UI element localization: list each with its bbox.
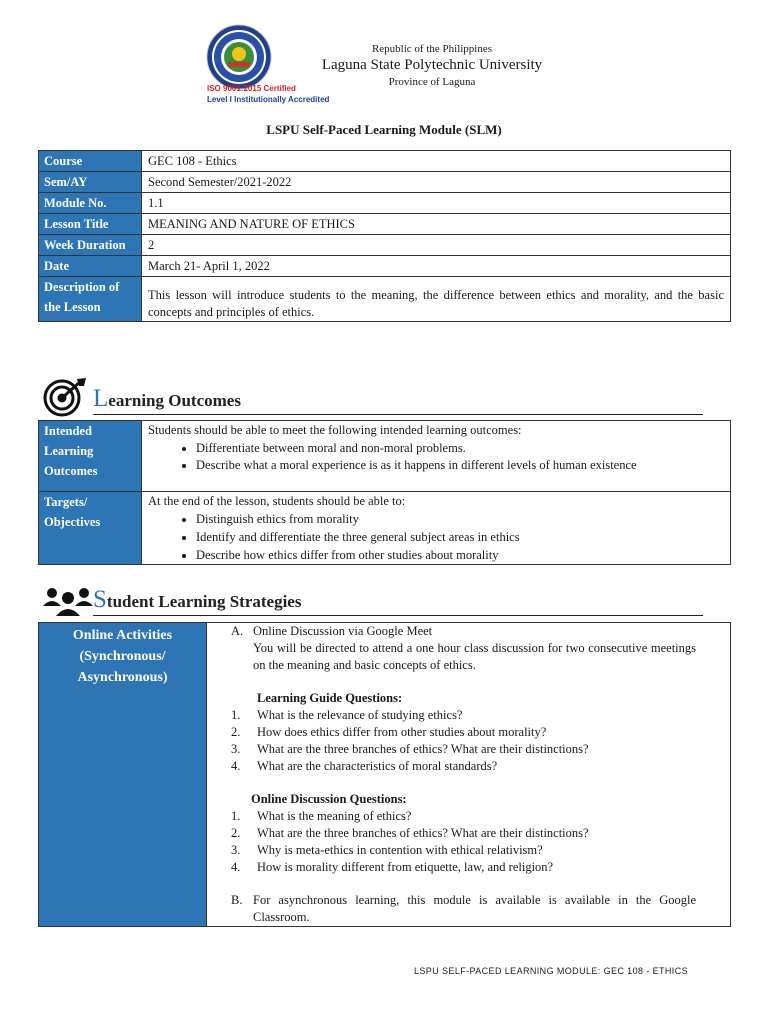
guide-questions-list	[231, 707, 696, 775]
list-item: 3. Why is meta-ethics in contention with ethical relativism?	[231, 843, 543, 857]
target-icon	[42, 377, 88, 417]
table-row	[39, 492, 731, 565]
title-initial: L	[93, 385, 109, 412]
table-row	[39, 256, 731, 277]
course-info-table	[38, 150, 731, 322]
section-title	[93, 385, 241, 413]
list-item: • Describe how ethics differ from other studies about morality	[196, 546, 724, 564]
outcomes-intro: Students should be able to meet the following intended learning outcomes:	[148, 423, 522, 437]
row-label: Online Activities (Synchronous/ Asynchronous)	[39, 623, 207, 927]
discussion-questions-list	[231, 808, 696, 876]
activity-b	[231, 892, 696, 926]
row-value: 1.1	[142, 193, 731, 214]
list-item: • Identify and differentiate the three general subject areas in ethics	[196, 528, 724, 546]
row-label: Date	[39, 256, 142, 277]
outcomes-list	[148, 439, 724, 473]
discussion-questions-heading: Online Discussion Questions:	[251, 792, 407, 806]
activity-description: For asynchronous learning, this module is available is available in the Google Classroom.	[253, 893, 696, 924]
list-item: 4. How is morality different from etiquette, law, and religion?	[231, 860, 554, 874]
row-value: GEC 108 - Ethics	[142, 151, 731, 172]
row-value	[142, 492, 731, 565]
list-item: 1. What is the meaning of ethics?	[231, 809, 412, 823]
row-label: Lesson Title	[39, 214, 142, 235]
row-label: Module No.	[39, 193, 142, 214]
learning-outcomes-table	[38, 420, 731, 565]
row-label: Intended Learning Outcomes	[39, 421, 142, 492]
strategies-table	[38, 622, 731, 927]
list-item: 1. What is the relevance of studying ethics?	[231, 708, 463, 722]
row-value: Second Semester/2021-2022	[142, 172, 731, 193]
row-label: Course	[39, 151, 142, 172]
row-label: Description of the Lesson	[39, 277, 142, 322]
strategies-heading	[38, 576, 731, 620]
learning-outcomes-heading	[38, 375, 731, 419]
row-value: March 21- April 1, 2022	[142, 256, 731, 277]
table-row	[39, 214, 731, 235]
row-value	[207, 623, 731, 927]
list-item: • Distinguish ethics from morality	[196, 510, 724, 528]
list-item: • Describe what a moral experience is as it happens in different levels of human existence	[196, 457, 724, 473]
iso-certification: ISO 9001:2015 Certified	[207, 84, 296, 93]
table-row	[39, 623, 731, 927]
table-row	[39, 193, 731, 214]
row-value: This lesson will introduce students to the meaning, the difference between ethics and morality, and the basic concepts and principles of ethics.	[142, 277, 731, 322]
page-footer: LSPU SELF-PACED LEARNING MODULE: GEC 108 - ETHICS	[414, 966, 688, 976]
section-rule	[93, 615, 703, 616]
row-value: MEANING AND NATURE OF ETHICS	[142, 214, 731, 235]
activity-description: You will be directed to attend a one hour class discussion for two consecutive meetings on the meaning and basic concepts of ethics.	[253, 641, 696, 672]
table-row	[39, 235, 731, 256]
table-row	[39, 421, 731, 492]
row-value: 2	[142, 235, 731, 256]
list-item: 3. What are the three branches of ethics? What are their distinctions?	[231, 742, 589, 756]
province-line: Province of Laguna	[388, 76, 476, 88]
table-row	[39, 172, 731, 193]
row-label: Sem/AY	[39, 172, 142, 193]
title-rest: tudent Learning Strategies	[106, 592, 302, 611]
list-item: 2. What are the three branches of ethics? What are their distinctions?	[231, 826, 589, 840]
targets-intro: At the end of the lesson, students should be able to:	[148, 494, 406, 508]
list-item: 4. What are the characteristics of moral standards?	[231, 759, 498, 773]
accreditation-note: Level I Institutionally Accredited	[207, 95, 330, 104]
guide-questions-heading: Learning Guide Questions:	[257, 691, 403, 705]
list-item: • Differentiate between moral and non-moral problems.	[196, 439, 724, 457]
row-label: Week Duration	[39, 235, 142, 256]
targets-list	[148, 510, 724, 564]
table-row	[39, 277, 731, 322]
list-item: 2. How does ethics differ from other studies about morality?	[231, 725, 547, 739]
module-title: LSPU Self-Paced Learning Module (SLM)	[266, 122, 502, 137]
activity-marker: A.	[231, 624, 244, 638]
section-title	[93, 586, 301, 614]
activity-marker: B.	[231, 893, 243, 907]
table-row	[39, 151, 731, 172]
title-initial: S	[93, 586, 107, 613]
university-name: Laguna State Polytechnic University	[321, 57, 543, 73]
activity-title: Online Discussion via Google Meet	[253, 624, 433, 638]
title-rest: earning Outcomes	[108, 391, 241, 410]
republic-line: Republic of the Philippines	[371, 43, 493, 55]
section-rule	[93, 414, 703, 415]
activity-a	[231, 623, 696, 674]
people-group-icon	[42, 584, 94, 618]
row-value	[142, 421, 731, 492]
row-label: Targets/ Objectives	[39, 492, 142, 565]
